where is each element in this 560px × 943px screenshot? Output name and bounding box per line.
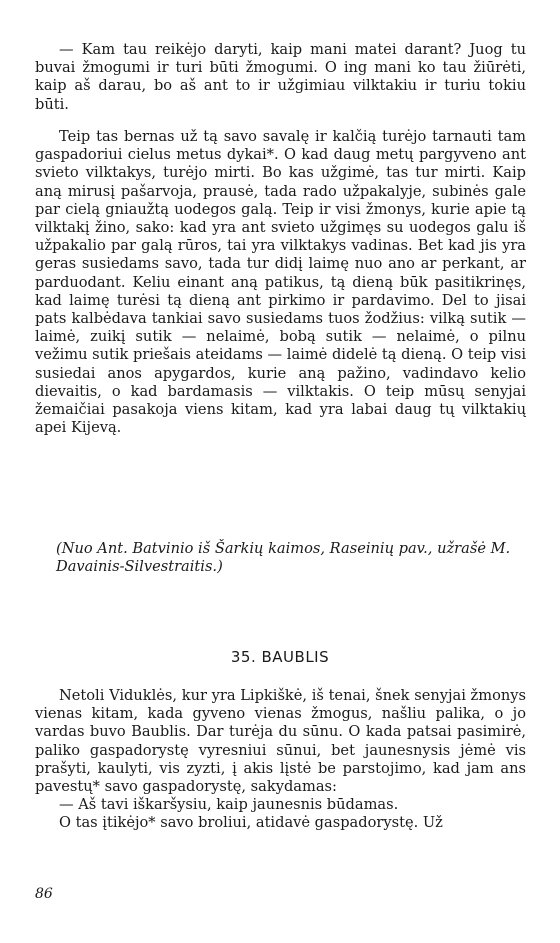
paragraph-4: — Aš tavi iškaršysiu, kaip jaunesnis būdamas. [59,796,399,814]
section-title: 35. BAUBLIS [230,648,330,666]
paragraph-dialogue [35,41,526,114]
paragraph-1: — Kam tau reikėjo daryti, kaip mani matei darant? Juog tu buvai žmogumi ir turi būti žmogumi. O ing mani ko tau žiūrėti, kaip aš darau, bo aš ant to ir užgimiau vilktakiu ir turiu tokiu būti. [35,41,526,113]
page-number: 86 [35,886,53,902]
paragraph-body [35,128,526,437]
paragraph-3: Netoli Viduklės, kur yra Lipkiškė, iš tenai, šnek senyjai žmonys vienas kitam, kada gyveno vienas žmogus, našliu palika, o jo vardas buvo Baublis. Dar turėja du sūnu. O kada patsai pasimirė, paliko gaspadorystę vyresniui sūnui, bet jaunesnysis jėmė vis prašyti, kaulyti, vis zyzti, į akis lįstė be parstojimo, kad jam ans pavestų* savo gaspadorystę, sakydamas: [35,687,526,796]
section-body [35,687,526,833]
paragraph-2: Teip tas bernas už tą savo savalę ir kalčią turėjo tarnauti tam gaspadoriui cielus metus dykai*. O kad daug metų pargyveno ant svieto vilktakys, turėjo mirti. Bo kas užgimė, tas tur mirti. Kaip aną mirusį pašarvoja, prausė, tada rado užpakalyje, subinės gale par cielą gniaužtą uodegos galą. Teip ir visi žmonys, kurie apie tą vilktakį žino, sako: kad yra ant svieto užgimęs su uodegos galu iš užpakalio par galą rūros, tai yra vilktakys vadinas. Bet kad jis yra geras susiedams savo, tada tur didį laimę nuo ano ar perkant, ar parduodant. Keliu einant aną patikus, tą dieną būk pasitikrinęs, kad laimę turėsi tą dieną ant pirkimo ir pardavimo. Del to jisai pats kalbėdava tankiai savo susiedams tuos žodžius: vilką sutik — laimė, zuikį sutik — nelaimė, bobą sutik — nelaimė, o pilnu vežimu sutik priešais ateidams — laimė didelė tą dieną. O teip visi susiedai anos apygardos, kurie aną pažino, vadindavo kelio dievaitis, o kad bardamasis — vilktakis. O teip mūsų senyjai žemaičiai pasakoja viens kitam, kad yra labai daug tų vilktakių apei Kijevą. [35,128,526,437]
source-note: (Nuo Ant. Batvinio iš Šarkių kaimos, Raseinių pav., užrašė M. Davainis-Silvestraitis.) [56,540,511,576]
paragraph-5: O tas įtikėjo* savo broliui, atidavė gaspadorystę. Už [59,814,443,832]
